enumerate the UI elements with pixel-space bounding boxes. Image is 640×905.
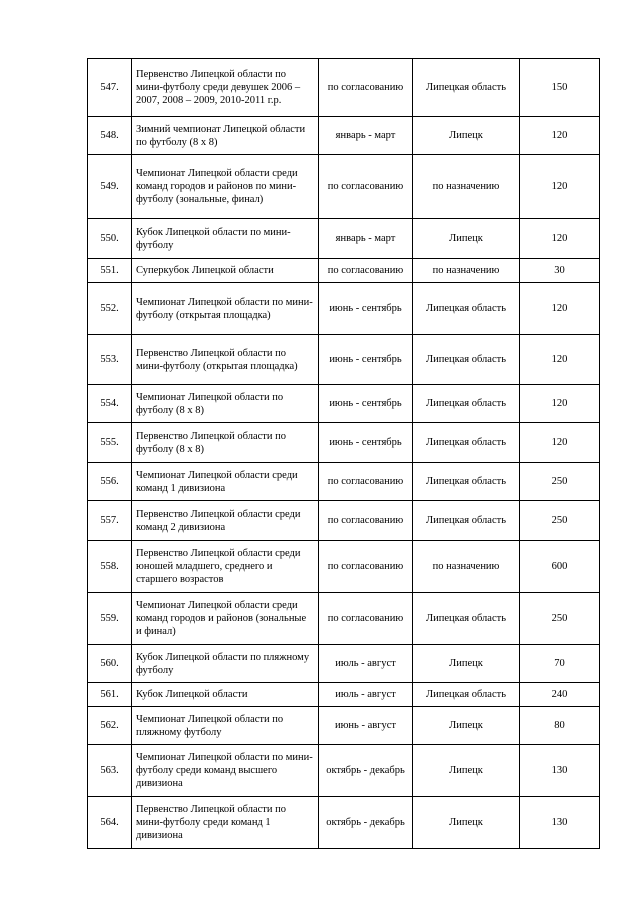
event-name-cell: Первенство Липецкой области по мини-футболу среди команд 1 дивизиона xyxy=(132,797,319,849)
event-name-cell: Первенство Липецкой области по мини-футболу (открытая площадка) xyxy=(132,335,319,385)
participants-count-cell: 120 xyxy=(520,385,600,423)
event-name-cell: Кубок Липецкой области xyxy=(132,683,319,707)
event-name-cell: Чемпионат Липецкой области по футболу (8 х 8) xyxy=(132,385,319,423)
participants-count-cell: 120 xyxy=(520,117,600,155)
event-name-cell: Чемпионат Липецкой области среди команд городов и районов по мини-футболу (зональные, финал) xyxy=(132,155,319,219)
table-row xyxy=(88,155,600,219)
table-row xyxy=(88,259,600,283)
event-name-cell: Зимний чемпионат Липецкой области по футболу (8 х 8) xyxy=(132,117,319,155)
table-row xyxy=(88,707,600,745)
participants-count-cell: 250 xyxy=(520,501,600,541)
row-number-cell: 555. xyxy=(88,423,132,463)
participants-count-cell: 120 xyxy=(520,423,600,463)
row-number-cell: 559. xyxy=(88,593,132,645)
participants-count-cell: 130 xyxy=(520,797,600,849)
event-dates-cell: июнь - сентябрь xyxy=(319,385,413,423)
events-table-page xyxy=(87,58,599,849)
event-dates-cell: по согласованию xyxy=(319,155,413,219)
event-dates-cell: по согласованию xyxy=(319,59,413,117)
event-name-cell: Суперкубок Липецкой области xyxy=(132,259,319,283)
event-location-cell: Липецк xyxy=(413,797,520,849)
row-number-cell: 561. xyxy=(88,683,132,707)
event-name-cell: Первенство Липецкой области среди юношей младшего, среднего и старшего возрастов xyxy=(132,541,319,593)
table-row xyxy=(88,283,600,335)
events-table xyxy=(87,58,600,849)
event-dates-cell: июнь - август xyxy=(319,707,413,745)
event-dates-cell: октябрь - декабрь xyxy=(319,745,413,797)
table-row xyxy=(88,59,600,117)
participants-count-cell: 150 xyxy=(520,59,600,117)
event-name-cell: Кубок Липецкой области по пляжному футболу xyxy=(132,645,319,683)
event-location-cell: по назначению xyxy=(413,155,520,219)
participants-count-cell: 120 xyxy=(520,283,600,335)
row-number-cell: 564. xyxy=(88,797,132,849)
event-location-cell: Липецк xyxy=(413,745,520,797)
event-name-cell: Чемпионат Липецкой области среди команд городов и районов (зональные и финал) xyxy=(132,593,319,645)
row-number-cell: 562. xyxy=(88,707,132,745)
participants-count-cell: 120 xyxy=(520,155,600,219)
event-name-cell: Чемпионат Липецкой области по пляжному футболу xyxy=(132,707,319,745)
row-number-cell: 563. xyxy=(88,745,132,797)
event-dates-cell: по согласованию xyxy=(319,593,413,645)
event-dates-cell: июнь - сентябрь xyxy=(319,283,413,335)
event-dates-cell: июль - август xyxy=(319,645,413,683)
table-row xyxy=(88,683,600,707)
event-dates-cell: июнь - сентябрь xyxy=(319,423,413,463)
event-name-cell: Первенство Липецкой области среди команд 2 дивизиона xyxy=(132,501,319,541)
table-row xyxy=(88,423,600,463)
event-name-cell: Первенство Липецкой области по мини-футболу среди девушек 2006 – 2007, 2008 – 2009, 2010-2011 г.р. xyxy=(132,59,319,117)
event-dates-cell: январь - март xyxy=(319,117,413,155)
table-row xyxy=(88,745,600,797)
participants-count-cell: 250 xyxy=(520,463,600,501)
event-location-cell: Липецкая область xyxy=(413,501,520,541)
participants-count-cell: 130 xyxy=(520,745,600,797)
participants-count-cell: 250 xyxy=(520,593,600,645)
event-location-cell: по назначению xyxy=(413,259,520,283)
participants-count-cell: 600 xyxy=(520,541,600,593)
event-location-cell: Липецкая область xyxy=(413,59,520,117)
row-number-cell: 551. xyxy=(88,259,132,283)
participants-count-cell: 80 xyxy=(520,707,600,745)
events-table-body xyxy=(88,59,600,849)
event-location-cell: Липецкая область xyxy=(413,385,520,423)
event-name-cell: Чемпионат Липецкой области по мини-футболу (открытая площадка) xyxy=(132,283,319,335)
table-row xyxy=(88,219,600,259)
event-dates-cell: по согласованию xyxy=(319,259,413,283)
event-location-cell: Липецкая область xyxy=(413,683,520,707)
row-number-cell: 558. xyxy=(88,541,132,593)
event-location-cell: Липецкая область xyxy=(413,335,520,385)
participants-count-cell: 120 xyxy=(520,335,600,385)
event-location-cell: Липецк xyxy=(413,645,520,683)
row-number-cell: 557. xyxy=(88,501,132,541)
participants-count-cell: 70 xyxy=(520,645,600,683)
event-dates-cell: по согласованию xyxy=(319,463,413,501)
event-dates-cell: октябрь - декабрь xyxy=(319,797,413,849)
event-location-cell: Липецкая область xyxy=(413,463,520,501)
table-row xyxy=(88,463,600,501)
event-location-cell: Липецк xyxy=(413,117,520,155)
event-name-cell: Кубок Липецкой области по мини-футболу xyxy=(132,219,319,259)
table-row xyxy=(88,797,600,849)
event-location-cell: Липецк xyxy=(413,707,520,745)
row-number-cell: 548. xyxy=(88,117,132,155)
table-row xyxy=(88,593,600,645)
participants-count-cell: 240 xyxy=(520,683,600,707)
row-number-cell: 552. xyxy=(88,283,132,335)
event-dates-cell: июль - август xyxy=(319,683,413,707)
participants-count-cell: 30 xyxy=(520,259,600,283)
row-number-cell: 553. xyxy=(88,335,132,385)
row-number-cell: 560. xyxy=(88,645,132,683)
event-location-cell: Липецк xyxy=(413,219,520,259)
event-dates-cell: январь - март xyxy=(319,219,413,259)
table-row xyxy=(88,541,600,593)
participants-count-cell: 120 xyxy=(520,219,600,259)
row-number-cell: 554. xyxy=(88,385,132,423)
row-number-cell: 547. xyxy=(88,59,132,117)
event-name-cell: Первенство Липецкой области по футболу (8 х 8) xyxy=(132,423,319,463)
event-dates-cell: по согласованию xyxy=(319,501,413,541)
event-name-cell: Чемпионат Липецкой области по мини-футболу среди команд высшего дивизиона xyxy=(132,745,319,797)
table-row xyxy=(88,335,600,385)
event-location-cell: Липецкая область xyxy=(413,593,520,645)
event-location-cell: Липецкая область xyxy=(413,423,520,463)
event-name-cell: Чемпионат Липецкой области среди команд 1 дивизиона xyxy=(132,463,319,501)
event-dates-cell: по согласованию xyxy=(319,541,413,593)
row-number-cell: 549. xyxy=(88,155,132,219)
event-location-cell: по назначению xyxy=(413,541,520,593)
table-row xyxy=(88,117,600,155)
table-row xyxy=(88,645,600,683)
table-row xyxy=(88,385,600,423)
event-dates-cell: июнь - сентябрь xyxy=(319,335,413,385)
table-row xyxy=(88,501,600,541)
row-number-cell: 556. xyxy=(88,463,132,501)
row-number-cell: 550. xyxy=(88,219,132,259)
event-location-cell: Липецкая область xyxy=(413,283,520,335)
